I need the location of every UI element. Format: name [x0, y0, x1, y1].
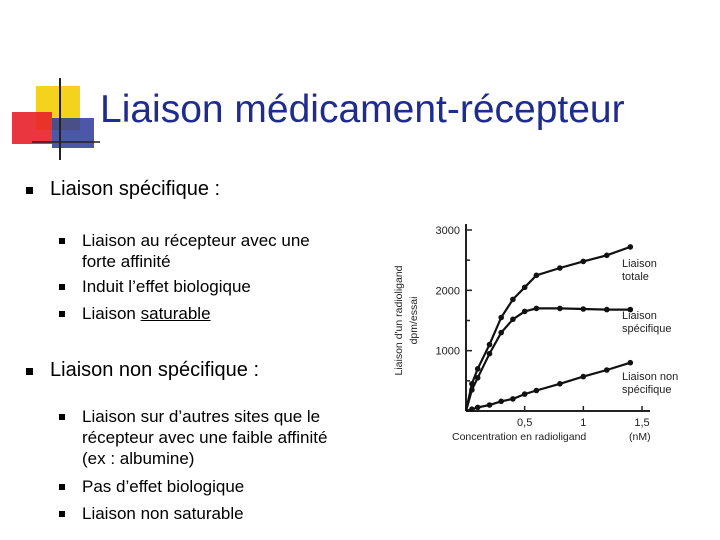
- logo-graphic: [0, 0, 100, 160]
- bullet-line: Liaison sur d’autres sites que le: [82, 407, 321, 426]
- data-point: [522, 309, 528, 315]
- x-tick-label: 1: [580, 417, 587, 429]
- data-point: [498, 399, 504, 405]
- sub-bullet-marker: [59, 284, 65, 290]
- y-axis-label: Liaison d'un radioligand: [393, 265, 405, 376]
- bullet-line: récepteur avec une faible affinité: [82, 428, 328, 447]
- bullet-text: Liaison: [82, 304, 141, 323]
- sub-bullet-marker: [59, 238, 65, 244]
- data-point: [557, 265, 563, 271]
- bullet-marker: [26, 187, 33, 194]
- data-point: [604, 367, 610, 373]
- data-point: [557, 381, 563, 387]
- bullet-affinite: [82, 230, 310, 272]
- data-point: [487, 342, 493, 348]
- series-label: Liaison: [622, 310, 657, 322]
- sub-bullet-marker: [59, 311, 65, 317]
- bullet-effet: [82, 276, 251, 297]
- sub-bullet-marker: [59, 414, 65, 420]
- binding-chart: [380, 208, 690, 458]
- logo-blue-square: [52, 118, 94, 148]
- series-label: spécifique: [622, 384, 672, 396]
- bullet-pas-effet: [82, 476, 244, 497]
- y-axis-label: dpm/essai: [408, 296, 420, 345]
- section-heading-non-specifique: Liaison non spécifique :: [50, 359, 260, 381]
- data-point: [498, 330, 504, 336]
- data-point: [581, 259, 587, 265]
- series-label: Liaison non: [622, 371, 679, 383]
- bullet-line: (ex : albumine): [82, 449, 195, 468]
- bullet-non-saturable: [82, 503, 244, 524]
- data-point: [628, 360, 634, 366]
- data-point: [534, 306, 540, 312]
- sub-bullet-marker: [59, 511, 65, 517]
- series-label: Liaison: [622, 258, 657, 270]
- bullet-line: Liaison non saturable: [82, 504, 244, 523]
- data-point: [628, 244, 634, 250]
- data-point: [522, 391, 528, 397]
- data-point: [604, 253, 610, 259]
- bullet-autres-sites: [82, 406, 327, 469]
- data-point: [534, 388, 540, 394]
- series-line: [466, 308, 630, 411]
- y-tick-label: 3000: [435, 225, 460, 237]
- data-point: [487, 351, 493, 357]
- data-point: [475, 366, 481, 372]
- data-point: [510, 317, 516, 323]
- bullet-line: Liaison au récepteur avec une: [82, 231, 310, 250]
- series-label: totale: [622, 271, 649, 283]
- y-tick-label: 1000: [435, 345, 460, 358]
- data-point: [498, 315, 504, 321]
- data-point: [557, 306, 563, 312]
- bullet-line: Induit l’effet biologique: [82, 277, 251, 296]
- data-point: [522, 285, 528, 291]
- x-tick-label: 0,5: [517, 417, 533, 429]
- data-point: [475, 375, 481, 381]
- data-point: [510, 297, 516, 303]
- data-point: [510, 396, 516, 402]
- bullet-saturable: [82, 303, 211, 324]
- data-point: [487, 402, 493, 408]
- data-point: [581, 306, 587, 312]
- x-axis-unit: (nM): [629, 431, 651, 443]
- x-tick-label: 1,5: [634, 417, 650, 429]
- data-point: [469, 387, 475, 393]
- slide-title: Liaison médicament-récepteur: [100, 88, 625, 131]
- data-point: [604, 307, 610, 313]
- y-tick-label: 2000: [435, 285, 460, 298]
- bullet-line: forte affinité: [82, 252, 171, 271]
- section-heading-specifique: Liaison spécifique :: [50, 178, 221, 200]
- data-point: [475, 405, 481, 411]
- data-point: [534, 273, 540, 279]
- sub-bullet-marker: [59, 484, 65, 490]
- underlined-word: saturable: [140, 304, 211, 323]
- series-label: spécifique: [622, 323, 672, 335]
- x-axis-label: Concentration en radioligand: [452, 431, 587, 443]
- data-point: [581, 374, 587, 380]
- logo-red-square: [12, 112, 52, 144]
- bullet-marker: [26, 368, 33, 375]
- data-point: [469, 406, 475, 412]
- bullet-line: Pas d’effet biologique: [82, 477, 245, 496]
